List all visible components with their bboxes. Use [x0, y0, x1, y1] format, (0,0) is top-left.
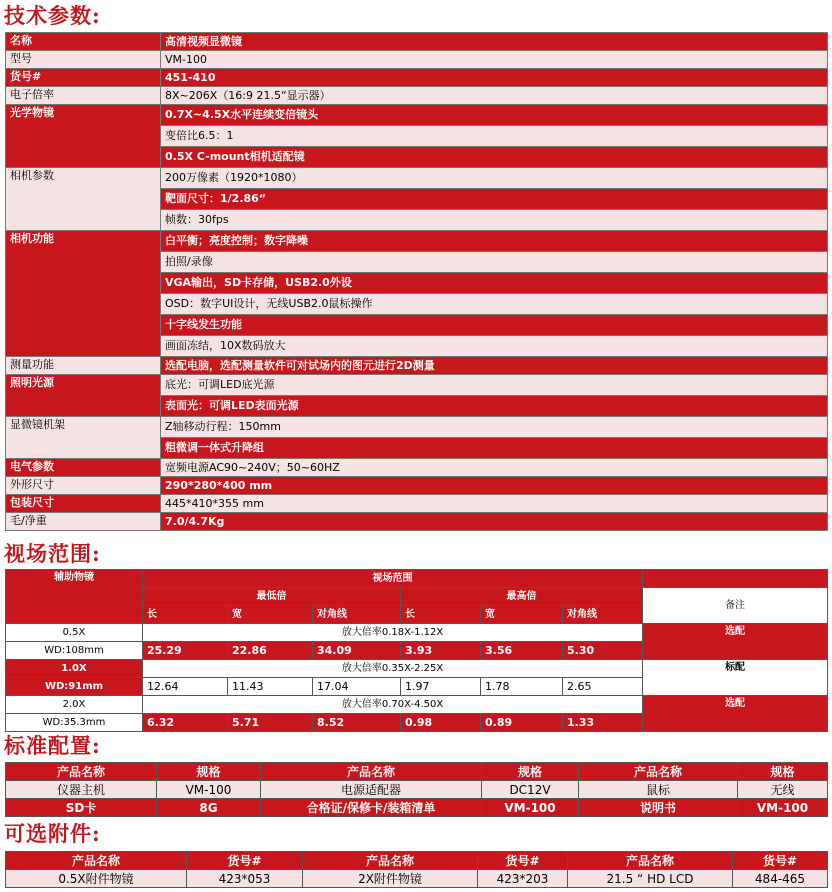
- spec-value: 290*280*400 mm: [161, 477, 828, 495]
- table-row: [6, 799, 828, 817]
- column-header: 产品名称: [303, 852, 478, 870]
- fov-value: 1.97: [401, 678, 481, 696]
- optional-accessories-table: [5, 851, 828, 888]
- column-header: 货号#: [478, 852, 568, 870]
- spec-label: 光学物镜: [6, 105, 161, 168]
- table-cell: VM-100: [738, 799, 828, 817]
- spec-row: [6, 231, 828, 252]
- spec-value: 0.5X C-mount相机适配镜: [161, 147, 828, 168]
- section-title-fov: 视场范围:: [4, 541, 101, 566]
- section-title-specs: 技术参数:: [4, 3, 101, 28]
- working-distance: WD:91mm: [6, 678, 143, 696]
- table-cell: 21.5 “ HD LCD: [568, 870, 733, 888]
- spec-table: [5, 32, 828, 531]
- spec-row: [6, 51, 828, 69]
- spec-label: 测量功能: [6, 357, 161, 375]
- aux-lens-value: 0.5X: [6, 624, 143, 642]
- fov-value: 34.09: [313, 642, 401, 660]
- spec-value: 表面光：可调LED表面光源: [161, 396, 828, 417]
- spec-row: [6, 417, 828, 438]
- column-header: 规格: [157, 763, 261, 781]
- fov-row: [6, 624, 828, 642]
- column-header: 规格: [482, 763, 579, 781]
- spec-value: 拍照/录像: [161, 252, 828, 273]
- remark-value: 选配: [643, 624, 828, 660]
- aux-lens-value: 1.0X: [6, 660, 143, 678]
- fov-value: 0.89: [481, 714, 563, 732]
- spec-value: 十字线发生功能: [161, 315, 828, 336]
- working-distance: WD:35.3mm: [6, 714, 143, 732]
- spec-row: [6, 513, 828, 531]
- fov-value: 5.71: [228, 714, 313, 732]
- aux-lens-header: 辅助物镜: [6, 570, 143, 624]
- table-cell: 0.5X附件物镜: [6, 870, 187, 888]
- fov-value: 3.56: [481, 642, 563, 660]
- fov-value: 17.04: [313, 678, 401, 696]
- spec-value: 靶面尺寸：1/2.86“: [161, 189, 828, 210]
- spec-value: OSD：数字UI设计，无线USB2.0鼠标操作: [161, 294, 828, 315]
- section-title-optional: 可选附件:: [4, 821, 101, 846]
- column-header: 货号#: [187, 852, 303, 870]
- fov-value: 1.78: [481, 678, 563, 696]
- spec-row: [6, 33, 828, 51]
- spec-label: 毛/净重: [6, 513, 161, 531]
- spec-value: 白平衡；亮度控制；数字降噪: [161, 231, 828, 252]
- diagonal-header: 对角线: [563, 606, 643, 624]
- table-cell: 8G: [157, 799, 261, 817]
- spec-label: 型号: [6, 51, 161, 69]
- table-cell: 2X附件物镜: [303, 870, 478, 888]
- field-header: 视场范围: [143, 570, 643, 588]
- spec-row: [6, 459, 828, 477]
- table-cell: 423*053: [187, 870, 303, 888]
- column-header: 产品名称: [579, 763, 738, 781]
- remark-header: 备注: [643, 588, 828, 624]
- table-cell: 说明书: [579, 799, 738, 817]
- table-header-row: [6, 763, 828, 781]
- spec-value: 0.7X~4.5X水平连续变倍镜头: [161, 105, 828, 126]
- spec-label: 名称: [6, 33, 161, 51]
- fov-value: 25.29: [143, 642, 228, 660]
- column-header: 产品名称: [568, 852, 733, 870]
- table-cell: 423*203: [478, 870, 568, 888]
- spec-label: 电气参数: [6, 459, 161, 477]
- column-header: 产品名称: [6, 852, 187, 870]
- spec-value: VM-100: [161, 51, 828, 69]
- remark-top-blank: [643, 570, 828, 588]
- table-cell: DC12V: [482, 781, 579, 799]
- table-cell: SD卡: [6, 799, 157, 817]
- spec-value: 底光：可调LED底光源: [161, 375, 828, 396]
- table-cell: 仪器主机: [6, 781, 157, 799]
- diagonal-header: 对角线: [313, 606, 401, 624]
- spec-row: [6, 375, 828, 396]
- spec-value: 445*410*355 mm: [161, 495, 828, 513]
- spec-label: 外形尺寸: [6, 477, 161, 495]
- fov-value: 2.65: [563, 678, 643, 696]
- table-cell: 电源适配器: [261, 781, 482, 799]
- table-cell: 484-465: [733, 870, 828, 888]
- spec-label: 照明光源: [6, 375, 161, 417]
- fov-row: [6, 660, 828, 678]
- table-row: [6, 781, 828, 799]
- spec-row: [6, 495, 828, 513]
- spec-value: VGA输出，SD卡存储，USB2.0外设: [161, 273, 828, 294]
- table-row: [6, 870, 828, 888]
- max-mag-header: 最高倍: [401, 588, 643, 606]
- spec-row: [6, 87, 828, 105]
- remark-value: 选配: [643, 696, 828, 732]
- fov-value: 22.86: [228, 642, 313, 660]
- spec-label: 相机参数: [6, 168, 161, 231]
- column-header: 货号#: [733, 852, 828, 870]
- length-header: 长: [143, 606, 228, 624]
- fov-value: 8.52: [313, 714, 401, 732]
- spec-value: 帧数：30fps: [161, 210, 828, 231]
- table-cell: VM-100: [157, 781, 261, 799]
- section-title-standard: 标准配置:: [4, 733, 101, 758]
- spec-row: [6, 357, 828, 375]
- table-cell: 合格证/保修卡/装箱清单: [261, 799, 482, 817]
- aux-lens-value: 2.0X: [6, 696, 143, 714]
- spec-row: [6, 168, 828, 189]
- magnification-range: 放大倍率0.18X-1.12X: [143, 624, 643, 642]
- spec-label: 货号#: [6, 69, 161, 87]
- spec-label: 电子倍率: [6, 87, 161, 105]
- fov-value: 5.30: [563, 642, 643, 660]
- table-header-row: [6, 852, 828, 870]
- spec-value: 200万像素（1920*1080）: [161, 168, 828, 189]
- column-header: 规格: [738, 763, 828, 781]
- spec-value: 选配电脑，选配测量软件可对试场内的图元进行2D测量: [161, 357, 828, 375]
- width-header: 宽: [481, 606, 563, 624]
- spec-value: 451-410: [161, 69, 828, 87]
- fov-value: 3.93: [401, 642, 481, 660]
- spec-value: 7.0/4.7Kg: [161, 513, 828, 531]
- table-cell: VM-100: [482, 799, 579, 817]
- fov-value: 1.33: [563, 714, 643, 732]
- fov-table: [5, 569, 828, 732]
- table-cell: 鼠标: [579, 781, 738, 799]
- column-header: 产品名称: [6, 763, 157, 781]
- magnification-range: 放大倍率0.35X-2.25X: [143, 660, 643, 678]
- fov-value: 6.32: [143, 714, 228, 732]
- fov-row: [6, 696, 828, 714]
- spec-value: 高清视频显微镜: [161, 33, 828, 51]
- spec-value: Z轴移动行程：150mm: [161, 417, 828, 438]
- spec-value: 画面冻结，10X数码放大: [161, 336, 828, 357]
- remark-value: 标配: [643, 660, 828, 696]
- spec-row: [6, 477, 828, 495]
- min-mag-header: 最低倍: [143, 588, 401, 606]
- spec-label: 显微镜机架: [6, 417, 161, 459]
- spec-row: [6, 69, 828, 87]
- fov-value: 0.98: [401, 714, 481, 732]
- width-header: 宽: [228, 606, 313, 624]
- spec-row: [6, 105, 828, 126]
- spec-value: 变倍比6.5：1: [161, 126, 828, 147]
- magnification-range: 放大倍率0.70X-4.50X: [143, 696, 643, 714]
- standard-config-table: [5, 762, 828, 817]
- spec-label: 相机功能: [6, 231, 161, 357]
- fov-value: 12.64: [143, 678, 228, 696]
- table-cell: 无线: [738, 781, 828, 799]
- length-header: 长: [401, 606, 481, 624]
- working-distance: WD:108mm: [6, 642, 143, 660]
- spec-value: 粗微调一体式升降组: [161, 438, 828, 459]
- fov-value: 11.43: [228, 678, 313, 696]
- spec-value: 8X~206X（16:9 21.5“显示器）: [161, 87, 828, 105]
- column-header: 产品名称: [261, 763, 482, 781]
- spec-label: 包装尺寸: [6, 495, 161, 513]
- spec-value: 宽频电源AC90~240V；50~60HZ: [161, 459, 828, 477]
